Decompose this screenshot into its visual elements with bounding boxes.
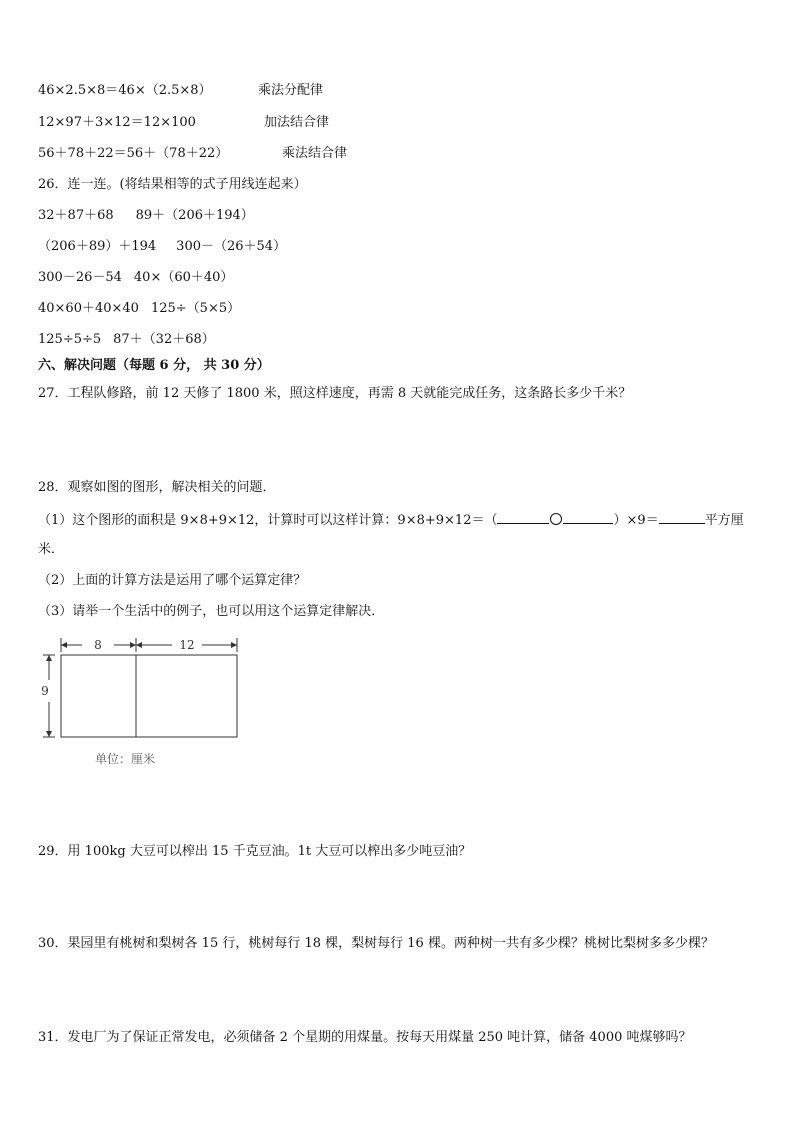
law-expression-2: 12×97＋3×12＝12×100: [38, 115, 196, 130]
law-name-1: 乘法分配律: [258, 83, 324, 98]
law-expression-1: 46×2.5×8＝46×（2.5×8）: [38, 83, 212, 98]
unit-caption: 单位：厘米: [95, 752, 156, 766]
q26-right-5: 87＋（32＋68）: [113, 332, 215, 347]
rectangle-figure: [38, 632, 248, 772]
law-name-2: 加法结合律: [264, 115, 330, 130]
q26-row-1: [38, 208, 254, 224]
operator-circle[interactable]: [550, 513, 562, 525]
q26-right-2: 300－（26＋54）: [176, 239, 287, 254]
q26-row-3: [38, 270, 233, 286]
q30-text: 30．果园里有桃树和梨树各 15 行，桃树每行 18 棵，梨树每行 16 棵。两种树一共有多少棵？桃树比梨树多多少棵？: [38, 936, 714, 951]
q29-text: 29．用 100kg 大豆可以榨出 15 千克豆油。1t 大豆可以榨出多少吨豆油？: [38, 844, 472, 859]
dimension-height: 9: [41, 684, 49, 698]
q26-right-4: 125÷（5×5）: [150, 301, 241, 316]
q26-right-1: 89＋（206＋194）: [135, 208, 254, 223]
q26-row-2: [38, 239, 286, 255]
q31-text: 31．发电厂为了保证正常发电，必须储备 2 个星期的用煤量。按每天用煤量 250 吨计算，储备 4000 吨煤够吗？: [38, 1030, 692, 1045]
q26-left-5: 125÷5÷5: [38, 332, 102, 347]
section-6-heading: 六、解决问题（每题 6 分， 共 30 分）: [38, 358, 270, 373]
q26-title: 26．连一连。(将结果相等的式子用线连起来）: [38, 177, 307, 192]
q26-right-3: 40×（60＋40）: [133, 270, 234, 285]
q28-part3: （3）请举一个生活中的例子，也可以用这个运算定律解决．: [38, 604, 385, 619]
q28-title: 28．观察如图的图形，解决相关的问题．: [38, 480, 276, 495]
q27-text: 27．工程队修路，前 12 天修了 1800 米，照这样速度，再需 8 天就能完成任务，这条路长多少千米？: [38, 386, 632, 401]
answer-blank-2[interactable]: [563, 511, 613, 524]
dimension-width-left: 8: [94, 638, 102, 652]
law-expression-3: 56＋78＋22＝56＋（78＋22）: [38, 146, 229, 161]
answer-blank-1[interactable]: [497, 511, 549, 524]
q28-part1-continued: 米．: [38, 542, 65, 557]
q28-part1: [38, 511, 744, 529]
q28-part1-text-b: ）×9＝: [613, 513, 659, 528]
q26-left-2: （206＋89）＋194: [38, 239, 157, 254]
q28-part1-text-c: 平方厘: [704, 513, 744, 528]
q28-part2: （2）上面的计算方法是运用了哪个运算定律？: [38, 573, 307, 588]
q26-left-4: 40×60＋40×40: [38, 301, 139, 316]
law-name-3: 乘法结合律: [282, 146, 348, 161]
q26-left-1: 32＋87＋68: [38, 208, 114, 223]
q26-left-3: 300－26－54: [38, 270, 122, 285]
q28-part1-text-a: （1）这个图形的面积是 9×8+9×12，计算时可以这样计算：9×8+9×12＝（: [38, 513, 498, 528]
dimension-width-right: 12: [179, 638, 195, 652]
q26-row-5: [38, 332, 215, 348]
q26-row-4: [38, 301, 240, 317]
answer-blank-3[interactable]: [659, 511, 705, 524]
